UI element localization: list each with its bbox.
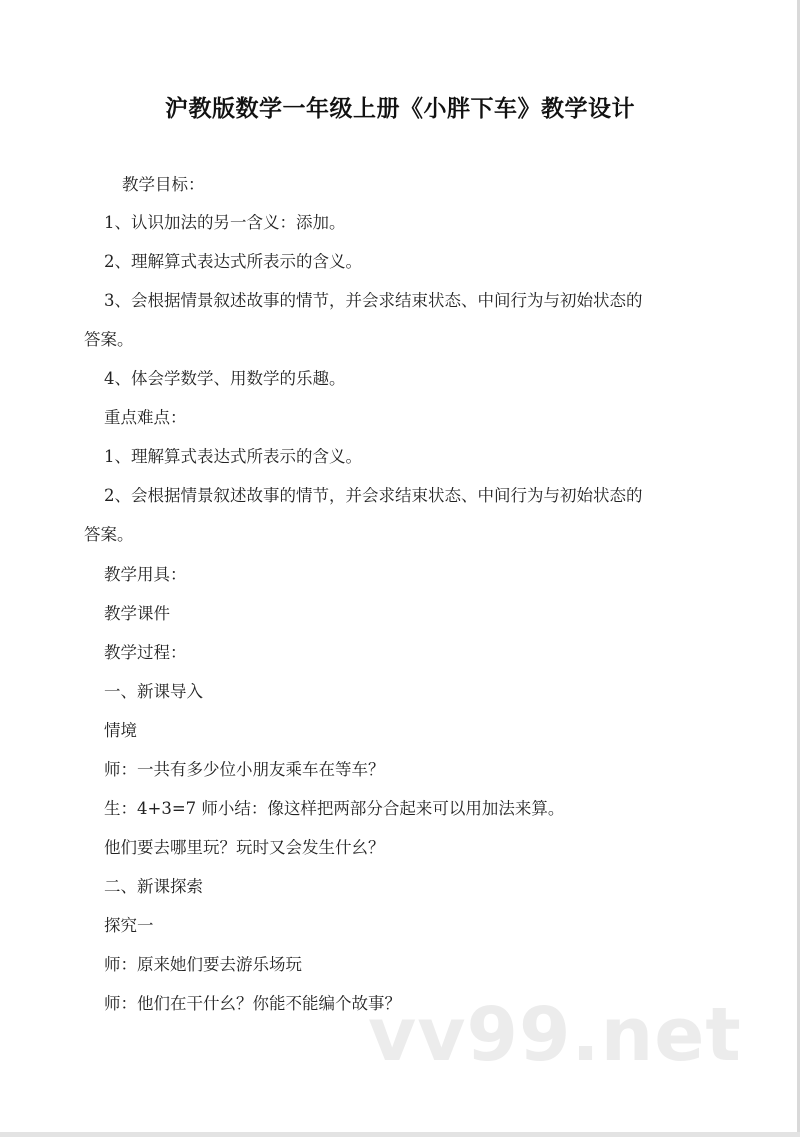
text-line: 师：他们在干什幺？你能不能编个故事？ xyxy=(104,994,401,1013)
text-line: 师：原来她们要去游乐场玩 xyxy=(104,955,302,974)
text-line: 情境 xyxy=(104,721,137,740)
page-bottom-edge xyxy=(0,1132,800,1137)
text-line: 重点难点： xyxy=(104,408,187,427)
text-line: 2、理解算式表达式所表示的含义。 xyxy=(104,252,362,271)
text-line: 一、新课导入 xyxy=(104,682,203,701)
text-line: 答案。 xyxy=(84,330,134,349)
text-line: 4、体会学数学、用数学的乐趣。 xyxy=(104,369,346,388)
text-line: 2、会根据情景叙述故事的情节，并会求结束状态、中间行为与初始状态的 xyxy=(104,486,643,505)
text-line: 生：4+3=7 师小结：像这样把两部分合起来可以用加法来算。 xyxy=(104,799,565,818)
text-line: 1、认识加法的另一含义：添加。 xyxy=(104,213,346,232)
text-line: 教学过程： xyxy=(104,643,187,662)
text-line: 1、理解算式表达式所表示的含义。 xyxy=(104,447,362,466)
text-line: 探究一 xyxy=(104,916,154,935)
text-line: 答案。 xyxy=(84,525,134,544)
text-line: 教学用具： xyxy=(104,565,187,584)
text-line: 3、会根据情景叙述故事的情节，并会求结束状态、中间行为与初始状态的 xyxy=(104,291,643,310)
text-line: 他们要去哪里玩？玩时又会发生什幺？ xyxy=(104,838,385,857)
text-line: 教学课件 xyxy=(104,604,170,623)
document-title: 沪教版数学一年级上册《小胖下车》教学设计 xyxy=(165,96,635,122)
watermark-text: vv99.net xyxy=(368,992,742,1078)
text-line: 师：一共有多少位小朋友乘车在等车？ xyxy=(104,760,385,779)
text-line: 二、新课探索 xyxy=(104,877,203,896)
text-line: 教学目标： xyxy=(122,175,205,194)
